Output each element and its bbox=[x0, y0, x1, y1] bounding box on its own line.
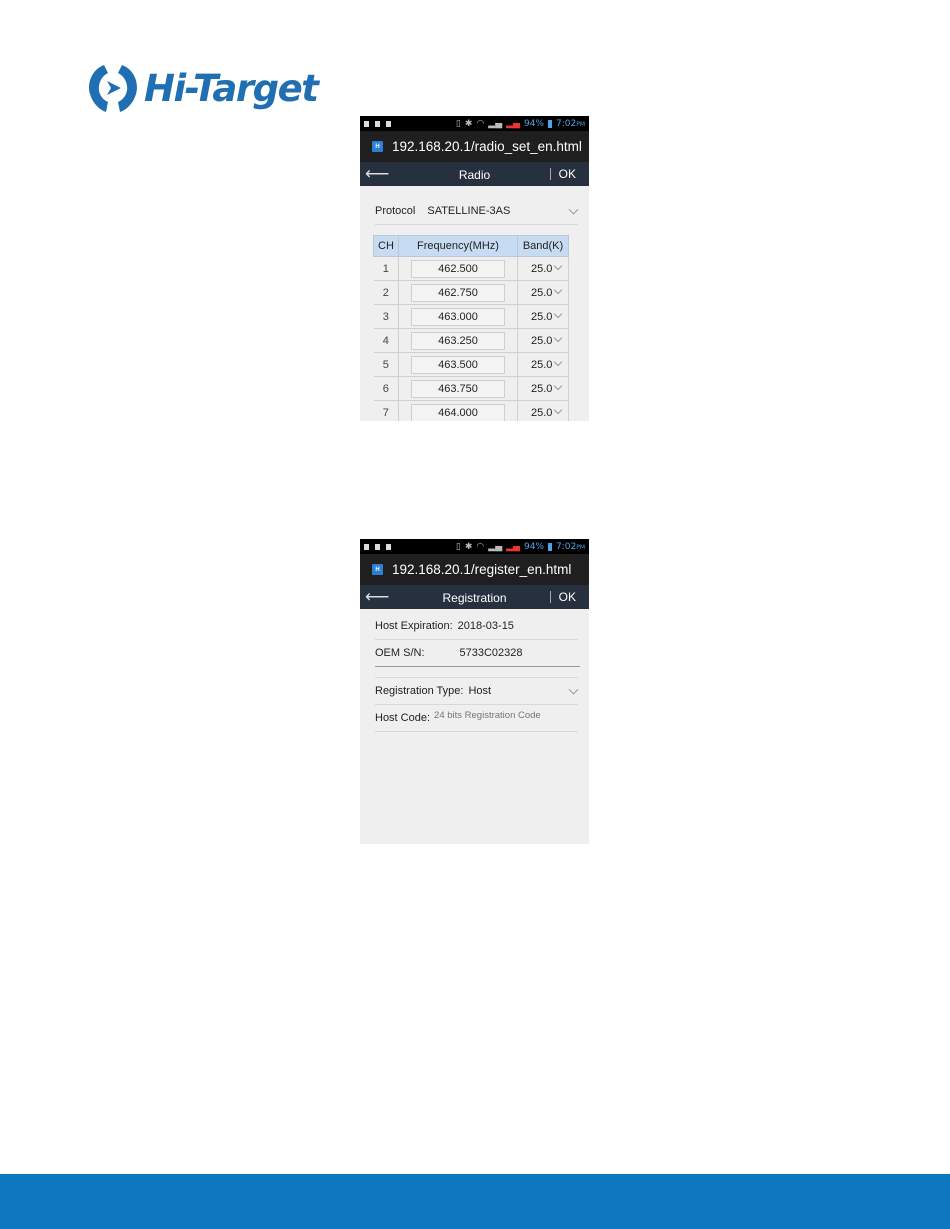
frequency-cell bbox=[399, 401, 518, 422]
host-code-row[interactable] bbox=[375, 705, 578, 732]
host-code-label: Host Code: bbox=[375, 712, 431, 724]
divider bbox=[550, 591, 551, 603]
site-favicon-icon: H bbox=[372, 141, 383, 152]
table-row bbox=[374, 329, 569, 353]
storage-icon bbox=[386, 121, 391, 127]
table-row bbox=[374, 353, 569, 377]
footer-band bbox=[0, 1174, 950, 1229]
table-row bbox=[374, 305, 569, 329]
chevron-down-icon bbox=[554, 309, 562, 317]
url-text: 192.168.20.1/register_en.html bbox=[392, 562, 572, 577]
vibrate-icon: ▯ bbox=[455, 118, 461, 129]
registration-type-label: Registration Type: bbox=[375, 685, 464, 697]
signal-icon: ▂▄ bbox=[488, 541, 503, 552]
back-arrow-icon[interactable]: ⟵ bbox=[365, 164, 390, 183]
signal-2-icon: ▂▄ bbox=[506, 118, 520, 129]
band-value: 25.0 bbox=[531, 406, 553, 419]
channel-table bbox=[373, 235, 569, 421]
radio-screenshot bbox=[360, 116, 589, 421]
signal-icon: ▂▄ bbox=[488, 118, 503, 129]
registration-screenshot bbox=[360, 539, 589, 844]
battery-percent: 94% bbox=[523, 541, 544, 552]
table-row bbox=[374, 377, 569, 401]
battery-icon bbox=[548, 543, 552, 551]
ok-button[interactable]: OK bbox=[558, 590, 576, 604]
band-select[interactable] bbox=[518, 401, 569, 422]
channel-number: 2 bbox=[374, 281, 399, 305]
image-icon bbox=[375, 544, 380, 550]
band-value: 25.0 bbox=[531, 262, 553, 275]
divider bbox=[550, 168, 551, 180]
band-value: 25.0 bbox=[531, 382, 553, 395]
chevron-down-icon bbox=[554, 333, 562, 341]
host-code-input[interactable] bbox=[434, 710, 559, 721]
channel-number: 5 bbox=[374, 353, 399, 377]
frequency-input[interactable]: 463.000 bbox=[411, 308, 505, 326]
chevron-down-icon bbox=[569, 685, 579, 695]
status-bar bbox=[360, 116, 589, 131]
signal-2-icon: ▂▄ bbox=[506, 541, 520, 552]
clock: 7:02PM bbox=[555, 541, 585, 552]
wifi-icon: ◠ bbox=[476, 118, 485, 129]
ok-button[interactable]: OK bbox=[558, 167, 576, 181]
vibrate-icon: ▯ bbox=[455, 541, 461, 552]
host-expiration-value: 2018-03-15 bbox=[457, 620, 514, 632]
page-title: Radio bbox=[458, 168, 491, 182]
table-row bbox=[374, 257, 569, 281]
hi-target-logo bbox=[86, 62, 317, 114]
frequency-cell bbox=[399, 377, 518, 401]
column-header-ch: CH bbox=[374, 236, 399, 257]
frequency-input[interactable]: 462.500 bbox=[411, 260, 505, 278]
bluetooth-icon: ✱ bbox=[464, 541, 473, 552]
channel-number: 1 bbox=[374, 257, 399, 281]
channel-number: 4 bbox=[374, 329, 399, 353]
status-bar bbox=[360, 539, 589, 554]
oem-sn-label: OEM S/N: bbox=[375, 647, 425, 659]
battery-icon bbox=[548, 120, 552, 128]
protocol-label: Protocol bbox=[375, 205, 416, 217]
table-row bbox=[374, 401, 569, 422]
frequency-input[interactable]: 464.000 bbox=[411, 404, 505, 422]
band-value: 25.0 bbox=[531, 310, 553, 323]
wifi-icon: ◠ bbox=[476, 541, 485, 552]
hi-target-logo-mark-icon bbox=[86, 62, 140, 114]
frequency-input[interactable]: 462.750 bbox=[411, 284, 505, 302]
image-icon bbox=[375, 121, 380, 127]
page-title: Registration bbox=[442, 591, 507, 605]
registration-type-value: Host bbox=[468, 685, 492, 697]
chevron-down-icon bbox=[554, 285, 562, 293]
column-header-band: Band(K) bbox=[518, 236, 569, 257]
frequency-cell bbox=[399, 257, 518, 281]
registration-type-select[interactable] bbox=[375, 677, 578, 705]
chevron-down-icon bbox=[554, 405, 562, 413]
band-value: 25.0 bbox=[531, 286, 553, 299]
back-arrow-icon[interactable]: ⟵ bbox=[365, 587, 390, 606]
logo-wordmark: Hi-Target bbox=[144, 66, 318, 110]
oem-sn-row bbox=[375, 640, 580, 667]
channel-number: 6 bbox=[374, 377, 399, 401]
chevron-down-icon bbox=[554, 261, 562, 269]
chevron-down-icon bbox=[554, 357, 562, 365]
band-select[interactable] bbox=[518, 257, 569, 281]
host-expiration-label: Host Expiration: bbox=[375, 620, 453, 632]
frequency-cell bbox=[399, 281, 518, 305]
title-bar bbox=[360, 585, 589, 609]
notification-icon bbox=[364, 121, 369, 127]
band-value: 25.0 bbox=[531, 358, 553, 371]
bluetooth-icon: ✱ bbox=[464, 118, 473, 129]
protocol-select[interactable] bbox=[375, 198, 578, 225]
frequency-input[interactable]: 463.500 bbox=[411, 356, 505, 374]
title-bar bbox=[360, 162, 589, 186]
frequency-cell bbox=[399, 329, 518, 353]
band-value: 25.0 bbox=[531, 334, 553, 347]
band-select[interactable] bbox=[518, 329, 569, 353]
frequency-cell bbox=[399, 305, 518, 329]
host-expiration-row bbox=[375, 613, 578, 640]
band-select[interactable] bbox=[518, 353, 569, 377]
frequency-input[interactable]: 463.250 bbox=[411, 332, 505, 350]
frequency-cell bbox=[399, 353, 518, 377]
chevron-down-icon bbox=[554, 381, 562, 389]
battery-percent: 94% bbox=[523, 118, 544, 129]
url-bar[interactable] bbox=[360, 554, 589, 585]
oem-sn-value: 5733C02328 bbox=[459, 647, 523, 659]
table-row bbox=[374, 281, 569, 305]
notification-icon bbox=[364, 544, 369, 550]
channel-number: 7 bbox=[374, 401, 399, 422]
channel-number: 3 bbox=[374, 305, 399, 329]
band-select[interactable] bbox=[518, 281, 569, 305]
url-text: 192.168.20.1/radio_set_en.html bbox=[392, 139, 582, 154]
url-bar[interactable] bbox=[360, 131, 589, 162]
site-favicon-icon: H bbox=[372, 564, 383, 575]
band-select[interactable] bbox=[518, 377, 569, 401]
frequency-input[interactable]: 463.750 bbox=[411, 380, 505, 398]
storage-icon bbox=[386, 544, 391, 550]
band-select[interactable] bbox=[518, 305, 569, 329]
protocol-value: SATELLINE-3AS bbox=[427, 205, 511, 217]
chevron-down-icon bbox=[569, 205, 579, 215]
clock: 7:02PM bbox=[555, 118, 585, 129]
column-header-frequency: Frequency(MHz) bbox=[399, 236, 518, 257]
